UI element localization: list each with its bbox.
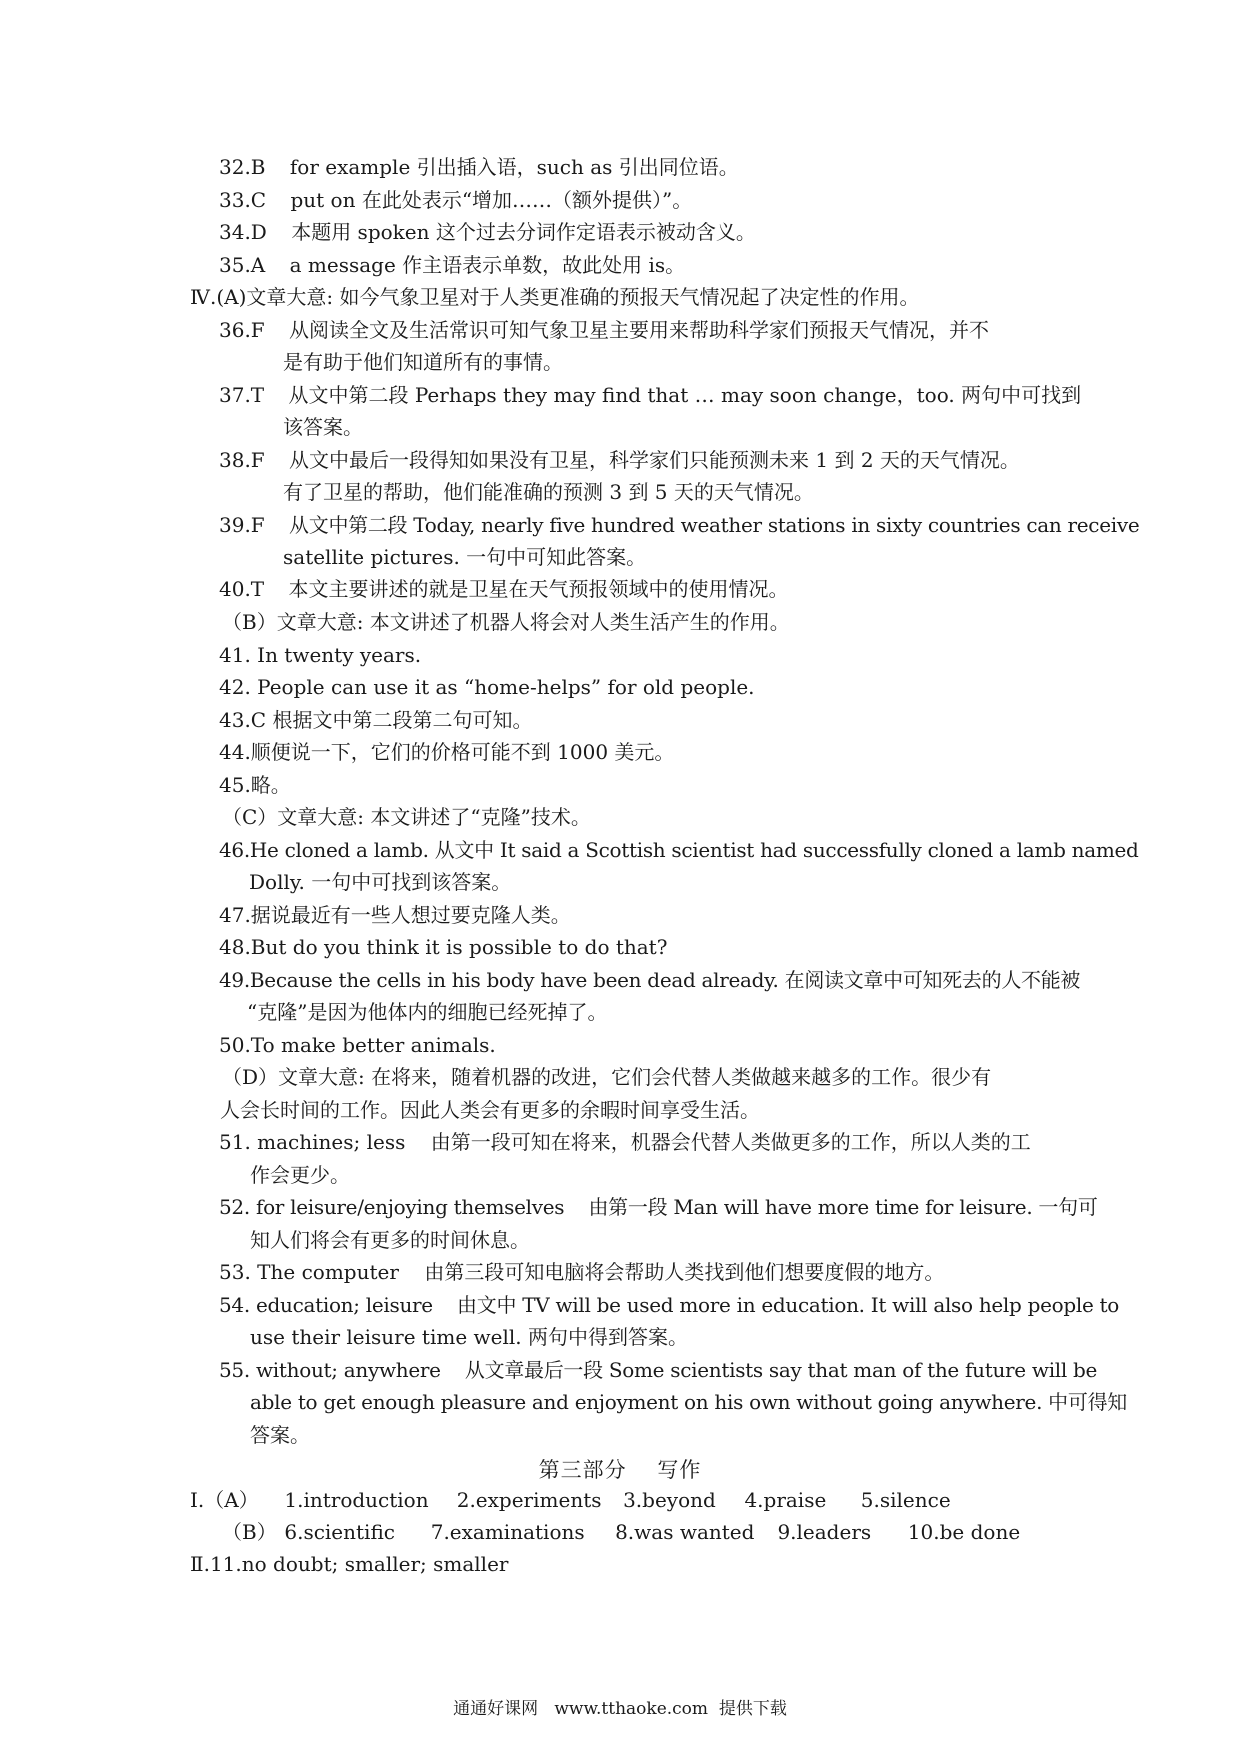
section-d-summary-cont: 人会长时间的工作。因此人类会有更多的余暇时间享受生活。: [220, 1098, 760, 1122]
answer-text: 本题用 spoken 这个过去分词作定语表示被动含义。: [291, 220, 756, 244]
answer-39: [219, 512, 1139, 538]
answer-text: 从文中第二段 Today, nearly five hundred weather stations in sixty countries can receive: [289, 513, 1140, 537]
answer-number: 37.T: [219, 383, 265, 407]
writing-answer: 8.was wanted: [615, 1520, 755, 1544]
answer-54: 54. education; leisure 由文中 TV will be used more in education. It will also help people to: [219, 1293, 1120, 1317]
answer-43: 43.C 根据文中第二段第二句可知。: [219, 708, 533, 732]
answer-50: 50.To make better animals.: [219, 1033, 496, 1057]
answer-44: 44.顺便说一下，它们的价格可能不到 1000 美元。: [219, 740, 675, 764]
answer-text: 从文中最后一段得知如果没有卫星，科学家们只能预测未来 1 到 2 天的天气情况。: [289, 448, 1020, 472]
answer-49: 49.Because the cells in his body have been dead already. 在阅读文章中可知死去的人不能被: [219, 968, 1081, 992]
answer-number: 34.D: [219, 220, 267, 244]
answer-number: 32.B: [219, 155, 266, 179]
answer-52-cont: 知人们将会有更多的时间休息。: [250, 1228, 530, 1252]
answer-38: [219, 447, 1020, 473]
answer-51: 51. machines; less 由第一段可知在将来，机器会代替人类做更多的工作，所以人类的工: [219, 1130, 1031, 1154]
answer-34: [219, 219, 756, 245]
answer-53: 53. The computer 由第三段可知电脑将会帮助人类找到他们想要度假的地方。: [219, 1260, 945, 1284]
answer-41: 41. In twenty years.: [219, 643, 422, 667]
answer-number: 33.C: [219, 188, 267, 212]
writing-answer: 4.praise: [744, 1488, 827, 1512]
answer-55-cont: able to get enough pleasure and enjoyment on his own without going anywhere. 中可得知: [250, 1390, 1127, 1414]
answer-text: 从阅读全文及生活常识可知气象卫星主要用来帮助科学家们预报天气情况，并不: [289, 318, 990, 342]
answer-number: 36.F: [219, 318, 265, 342]
writing-a-label: Ⅰ.（A）: [190, 1488, 259, 1512]
writing-b-label: （B）: [222, 1520, 277, 1544]
answer-33: [219, 187, 692, 213]
answer-45: 45.略。: [219, 773, 291, 797]
answer-54-cont: use their leisure time well. 两句中得到答案。: [250, 1325, 688, 1349]
answer-55-cont2: 答案。: [250, 1423, 310, 1447]
answer-text: put on 在此处表示“增加……（额外提供）”。: [290, 188, 693, 212]
answer-38-cont: 有了卫星的帮助，他们能准确的预测 3 到 5 天的天气情况。: [283, 480, 814, 504]
footer-credit: 通通好课网 www.tthaoke.com 提供下载: [453, 1699, 787, 1719]
answer-36: [219, 317, 989, 343]
section-label: Ⅳ.(A): [190, 285, 247, 309]
answer-40: [219, 576, 789, 602]
answer-42: 42. People can use it as “home-helps” for old people.: [219, 675, 755, 699]
answer-number: 39.F: [219, 513, 265, 537]
section-d-summary: （D）文章大意: 在将来，随着机器的改进，它们会代替人类做越来越多的工作。很少有: [222, 1065, 992, 1089]
writing-answer: 5.silence: [860, 1488, 951, 1512]
answer-37-cont: 该答案。: [283, 415, 363, 439]
writing-answer: 7.examinations: [430, 1520, 585, 1544]
section-b-summary: （B）文章大意: 本文讲述了机器人将会对人类生活产生的作用。: [222, 610, 790, 634]
answer-47: 47.据说最近有一些人想过要克隆人类。: [219, 903, 571, 927]
answer-36-cont: 是有助于他们知道所有的事情。: [283, 350, 563, 374]
answer-52: 52. for leisure/enjoying themselves 由第一段 Man will have more time for leisure. 一句可: [219, 1195, 1098, 1219]
writing-answer: 6.scientific: [284, 1520, 395, 1544]
answer-text: 本文主要讲述的就是卫星在天气预报领域中的使用情况。: [288, 577, 789, 601]
answer-49-cont: “克隆”是因为他体内的细胞已经死掉了。: [247, 1000, 608, 1024]
answer-55: 55. without; anywhere 从文章最后一段 Some scientists say that man of the future will be: [219, 1358, 1098, 1382]
answer-39-cont: satellite pictures. 一句中可知此答案。: [283, 545, 647, 569]
answer-number: 38.F: [219, 448, 265, 472]
answer-text: for example 引出插入语，such as 引出同位语。: [289, 155, 739, 179]
writing-answer: 2.experiments: [456, 1488, 602, 1512]
writing-answer: 1.introduction: [284, 1488, 429, 1512]
answer-46: 46.He cloned a lamb. 从文中 It said a Scottish scientist had successfully cloned a lamb named: [219, 838, 1139, 862]
writing-ii-answer: Ⅱ.11.no doubt; smaller; smaller: [190, 1552, 509, 1576]
answer-48: 48.But do you think it is possible to do that?: [219, 935, 668, 959]
answer-35: [219, 252, 685, 278]
answer-text: a message 作主语表示单数，故此处用 is。: [289, 253, 686, 277]
answer-37: [219, 382, 1081, 408]
answer-46-cont: Dolly. 一句中可找到该答案。: [249, 870, 512, 894]
section-c-summary: （C）文章大意: 本文讲述了“克隆”技术。: [222, 805, 591, 829]
section-summary: 文章大意: 如今气象卫星对于人类更准确的预报天气情况起了决定性的作用。: [246, 285, 920, 309]
answer-number: 35.A: [219, 253, 266, 277]
writing-answer: 10.be done: [907, 1520, 1021, 1544]
answer-32: [219, 154, 739, 180]
part-three-title: 第三部分 写作: [538, 1458, 702, 1482]
answer-51-cont: 作会更少。: [250, 1163, 350, 1187]
writing-a-row: [190, 1487, 951, 1513]
writing-answer: 9.leaders: [777, 1520, 872, 1544]
section-iv-a-summary: [190, 284, 920, 310]
answer-text: 从文中第二段 Perhaps they may find that … may soon change，too. 两句中可找到: [288, 383, 1082, 407]
writing-b-row: [222, 1519, 1020, 1545]
writing-answer: 3.beyond: [623, 1488, 716, 1512]
answer-number: 40.T: [219, 577, 265, 601]
